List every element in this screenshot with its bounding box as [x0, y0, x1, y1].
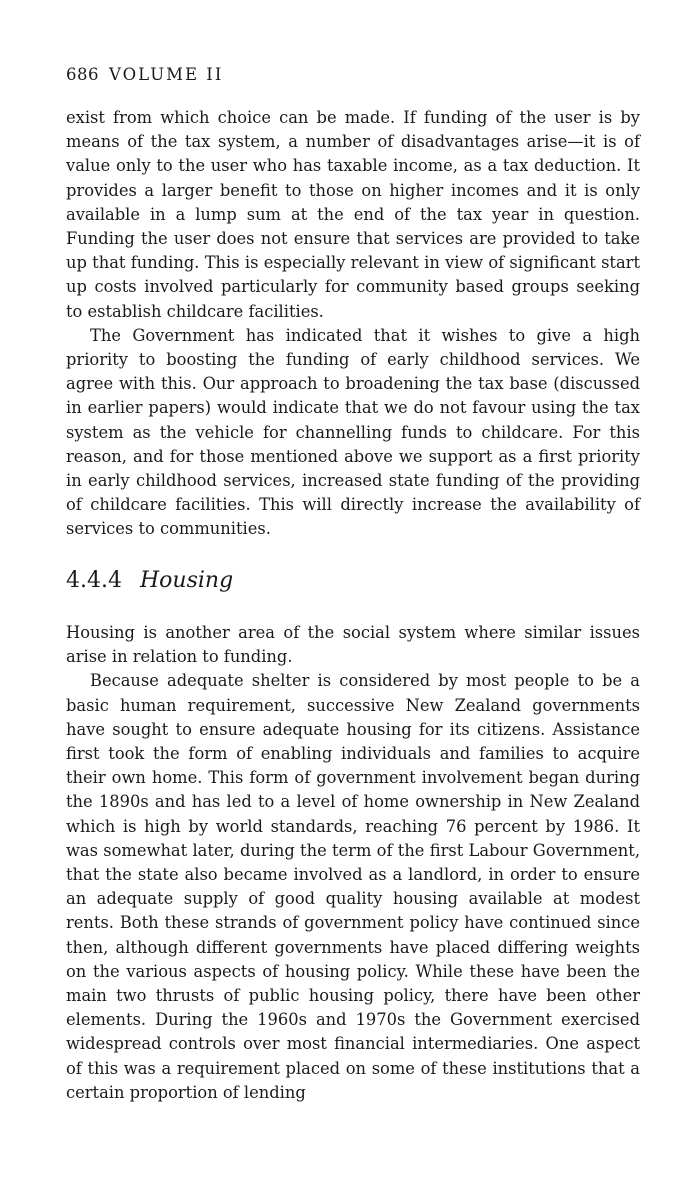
page-number: 686 [66, 65, 99, 84]
section-number: 4.4.4 [66, 568, 122, 593]
section-title: Housing [139, 568, 234, 593]
section-heading [66, 566, 233, 596]
paragraph: Because adequate shelter is considered by most people to be a basic human requirement, successive New Zealand governments have sought to ensure adequate housing for its citizens. Assistance first took the form of enabling individuals and families to acquire their own home. This form of government involvement began during the 1890s and has led to a level of home ownership in New Zealand which is high by world standards, reaching 76 percent by 1986. It was somewhat later, during the term of the first Labour Government, that the state also became involved as a landlord, in order to ensure an adequate supply of good quality housing available at modest rents. Both these strands of government policy have continued since then, although different governments have placed differing weights on the various aspects of housing policy. While these have been the main two thrusts of public housing policy, there have been other elements. During the 1960s and 1970s the Government exercised widespread controls over most financial intermediaries. One aspect of this was a requirement placed on some of these institutions that a certain proportion of lending [66, 671, 640, 1102]
paragraph-continued: exist from which choice can be made. If funding of the user is by means of the tax system, a number of disadvantages arise—it is of value only to the user who has taxable income, as a tax deduction. It provides a larger benefit to those on higher incomes and it is only available in a lump sum at the end of the tax year in question. Funding the user does not ensure that services are provided to take up that funding. This is especially relevant in view of significant start up costs involved particularly for community based groups seeking to establish childcare facilities. [66, 108, 640, 321]
paragraph: Housing is another area of the social system where similar issues arise in relation to funding. [66, 623, 640, 667]
body-text-top [66, 106, 640, 542]
paragraph: The Government has indicated that it wishes to give a high priority to boosting the funding of early childhood services. We agree with this. Our approach to broadening the tax base (discussed in earlier papers) would indicate that we do not favour using the tax system as the vehicle for channelling funds to childcare. For this reason, and for those mentioned above we support as a first priority in early childhood services, increased state funding of the providing of childcare facilities. This will directly increase the availability of services to communities. [66, 325, 640, 539]
volume-label: VOLUME II [109, 65, 224, 84]
body-text-bottom [66, 621, 640, 1105]
running-head [66, 63, 223, 87]
